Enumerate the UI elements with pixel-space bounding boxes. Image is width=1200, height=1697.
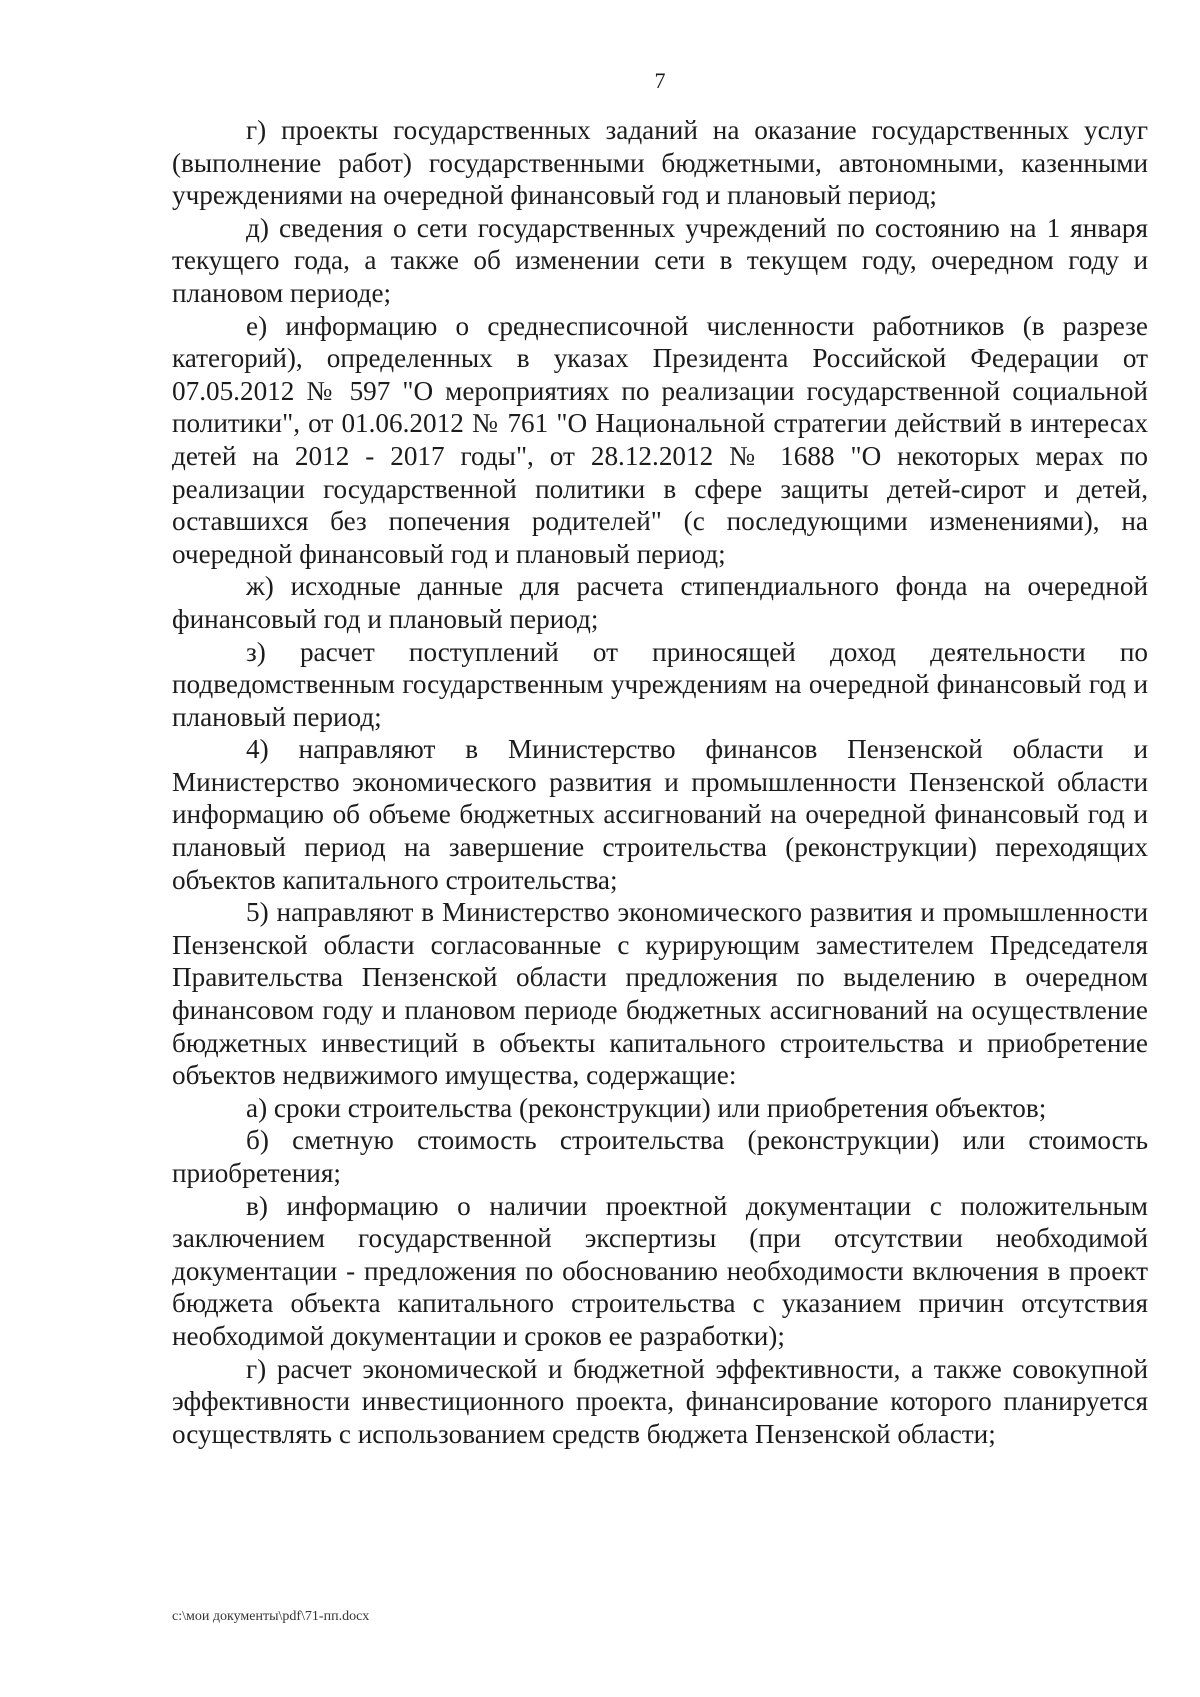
document-body — [172, 114, 1148, 1450]
footer-file-path: c:\мои документы\pdf\71-пп.docx — [172, 1609, 370, 1624]
paragraph-d-institution-network: д) сведения о сети государственных учреждений по состоянию на 1 января текущего года, а также об изменении сети в текущем году, очередном году и плановом периоде; — [172, 212, 1148, 308]
paragraph-g-efficiency-calculation: г) расчет экономической и бюджетной эффективности, а также совокупной эффективности инвестиционного проекта, финансирование которого планируется осуществлять с использованием средств бюджета Пензенской области; — [172, 1353, 1148, 1449]
paragraph-5-capital-investment-proposals: 5) направляют в Министерство экономического развития и промышленности Пензенской области согласованные с курирующим заместителем Председателя Правительства Пензенской области предложения по выделению в очередном финансовом году и плановом периоде бюджетных ассигнований на осуществление бюджетных инвестиций в объекты капитального строительства и приобретение объектов недвижимого имущества, содержащие: — [172, 897, 1148, 1091]
paragraph-a-construction-terms: а) сроки строительства (реконструкции) или приобретения объектов; — [246, 1092, 1047, 1123]
paragraph-e-staff-headcount: е) информацию о среднесписочной численности работников (в разрезе категорий), определенных в указах Президента Российской Федерации от 07.05.2012 № 597 "О мероприятиях по реализации государственной социальной политики", от 01.06.2012 № 761 "О Национальной стратегии действий в интересах детей на 2012 - 2017 годы", от 28.12.2012 № 1688 "О некоторых мерах по реализации государственной политики в сфере защиты детей-сирот и детей, оставшихся без попечения родителей" (с последующими изменениями), на очередной финансовый год и плановый период; — [172, 310, 1148, 569]
paragraph-z-income-activity: з) расчет поступлений от приносящей доход деятельности по подведомственным государственным учреждениям на очередной финансовый год и плановый период; — [172, 636, 1148, 732]
paragraph-b-estimated-cost: б) сметную стоимость строительства (реконструкции) или стоимость приобретения; — [172, 1125, 1148, 1188]
paragraph-zh-scholarship-fund: ж) исходные данные для расчета стипендиального фонда на очередной финансовый год и плановый период; — [172, 571, 1148, 634]
paragraph-4-construction-completion: 4) направляют в Министерство финансов Пензенской области и Министерство экономического развития и промышленности Пензенской области информацию об объеме бюджетных ассигнований на очередной финансовый год и плановый период на завершение строительства (реконструкции) переходящих объектов капитального строительства; — [172, 734, 1148, 895]
paragraph-v-project-documentation: в) информацию о наличии проектной документации с положительным заключением государственной экспертизы (при отсутствии необходимой документации - предложения по обоснованию необходимости включения в проект бюджета объекта капитального строительства с указанием причин отсутствия необходимой документации и сроков ее разработки); — [172, 1190, 1148, 1351]
page-number: 7 — [654, 68, 666, 93]
paragraph-g-state-assignments: г) проекты государственных заданий на оказание государственных услуг (выполнение работ) государственными бюджетными, автономными, казенными учреждениями на очередной финансовый год и плановый период; — [172, 115, 1148, 211]
